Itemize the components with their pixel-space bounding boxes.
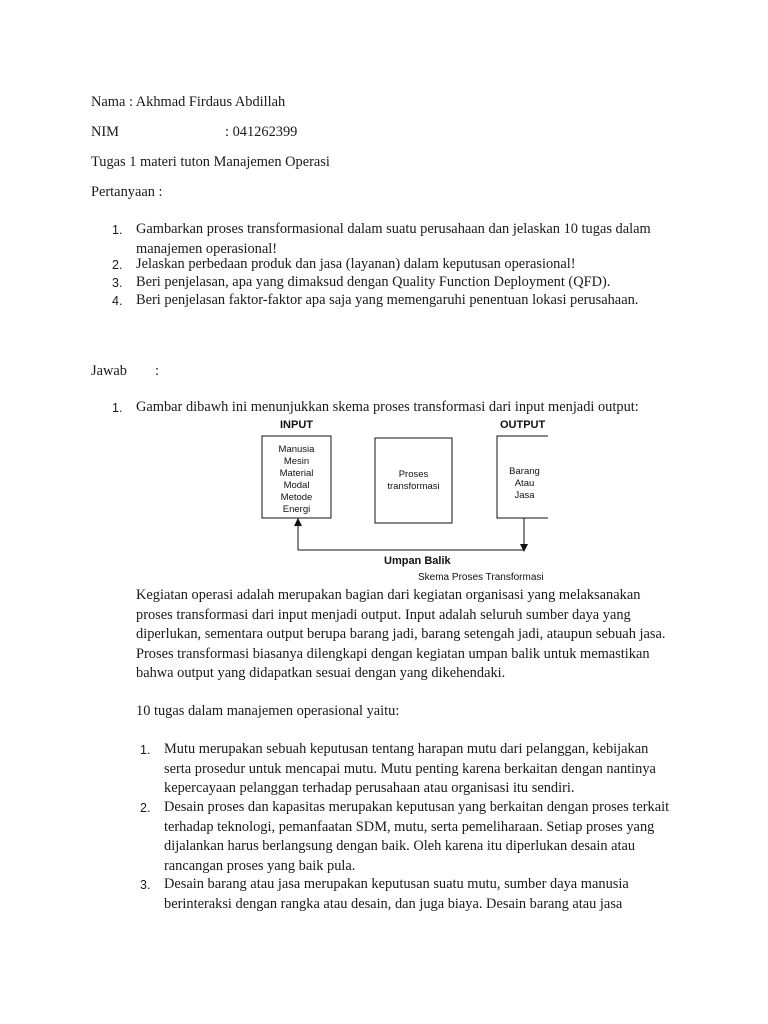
answer-intro: Gambar dibawh ini menunjukkan skema proses transformasi dari input menjadi output: — [136, 399, 639, 415]
task-text: Desain proses dan kapasitas merupakan keputusan yang berkaitan dengan proses terkait terhadap teknologi, pemanfaatan SDM, mutu, serta pemeliharaan. Setiap proses yang dijalankan harus berlangsung dengan baik. Oleh karena itu diperlukan desain atau rancangan proses yang baik pula. — [164, 799, 670, 874]
process-label: transformasi — [387, 481, 440, 492]
task-number: 3. — [140, 878, 151, 892]
output-box — [497, 436, 548, 518]
nim-value: : 041262399 — [225, 124, 298, 140]
question-number: 4. — [112, 294, 123, 308]
output-label: Barang — [509, 466, 540, 477]
answer-paragraph: Kegiatan operasi adalah merupakan bagian dari kegiatan organisasi yang melaksanakan proses transformasi dari input menjadi output. Input adalah seluruh sumber daya yang diperlukan, sementara output berupa barang jadi, barang setengah jadi, ataupun sebuah jasa. Proses transformasi biasanya dilengkapi dengan kegiatan umpan balik untuk memastikan bahwa output yang didapatkan sesuai dengan yang dikehendaki. — [136, 587, 666, 681]
diagram-caption: Skema Proses Transformasi — [418, 572, 544, 583]
output-label: Atau — [514, 478, 535, 489]
question-number: 3. — [112, 276, 123, 290]
nim-label: NIM — [91, 124, 119, 140]
output-label: Jasa — [514, 490, 535, 501]
task-text: Mutu merupakan sebuah keputusan tentang harapan mutu dari pelanggan, kebijakan serta prosedur untuk mencapai mutu. Mutu penting karena berkaitan dengan nantinya kepercayaan pelanggan terhadap perusahaan atau organisasi itu sendiri. — [164, 741, 656, 796]
input-item: Modal — [283, 480, 310, 491]
question-text: Beri penjelasan, apa yang dimaksud dengan Quality Function Deployment (QFD). — [136, 274, 611, 290]
transformation-diagram — [258, 414, 548, 586]
question-text: Beri penjelasan faktor-faktor apa saja yang memengaruhi penentuan lokasi perusahaan. — [136, 292, 639, 308]
question-number: 1. — [112, 223, 123, 237]
name-line: Nama : Akhmad Firdaus Abdillah — [91, 94, 286, 110]
question-number: 2. — [112, 258, 123, 272]
task-number: 1. — [140, 743, 151, 757]
questions-heading: Pertanyaan : — [91, 184, 163, 200]
question-text: Gambarkan proses transformasional dalam suatu perusahaan dan jelaskan 10 tugas dalam manajemen operasional! — [136, 221, 651, 257]
feedback-label: Umpan Balik — [384, 555, 451, 567]
input-item: Material — [279, 468, 314, 479]
tasks-intro: 10 tugas dalam manajemen operasional yaitu: — [136, 703, 400, 719]
nim-line — [91, 123, 298, 143]
question-text: Jelaskan perbedaan produk dan jasa (layanan) dalam keputusan operasional! — [136, 256, 576, 272]
input-item: Energi — [282, 504, 311, 515]
answer-number: 1. — [112, 401, 123, 415]
task-text: Desain barang atau jasa merupakan keputusan suatu mutu, sumber daya manusia berinteraksi dengan rangka atau desain, dan juga biaya. Desain barang atau jasa — [164, 876, 629, 912]
answer-heading — [91, 362, 159, 382]
input-item: Mesin — [283, 456, 310, 467]
output-title: OUTPUT — [500, 419, 546, 431]
input-item: Manusia — [278, 444, 315, 455]
task-number: 2. — [140, 801, 151, 815]
assignment-title: Tugas 1 materi tuton Manajemen Operasi — [91, 154, 330, 170]
input-item: Metode — [280, 492, 313, 503]
answer-label: Jawab — [91, 363, 127, 379]
answer-colon: : — [155, 363, 159, 379]
input-title: INPUT — [280, 419, 313, 431]
process-label: Proses — [398, 469, 429, 480]
